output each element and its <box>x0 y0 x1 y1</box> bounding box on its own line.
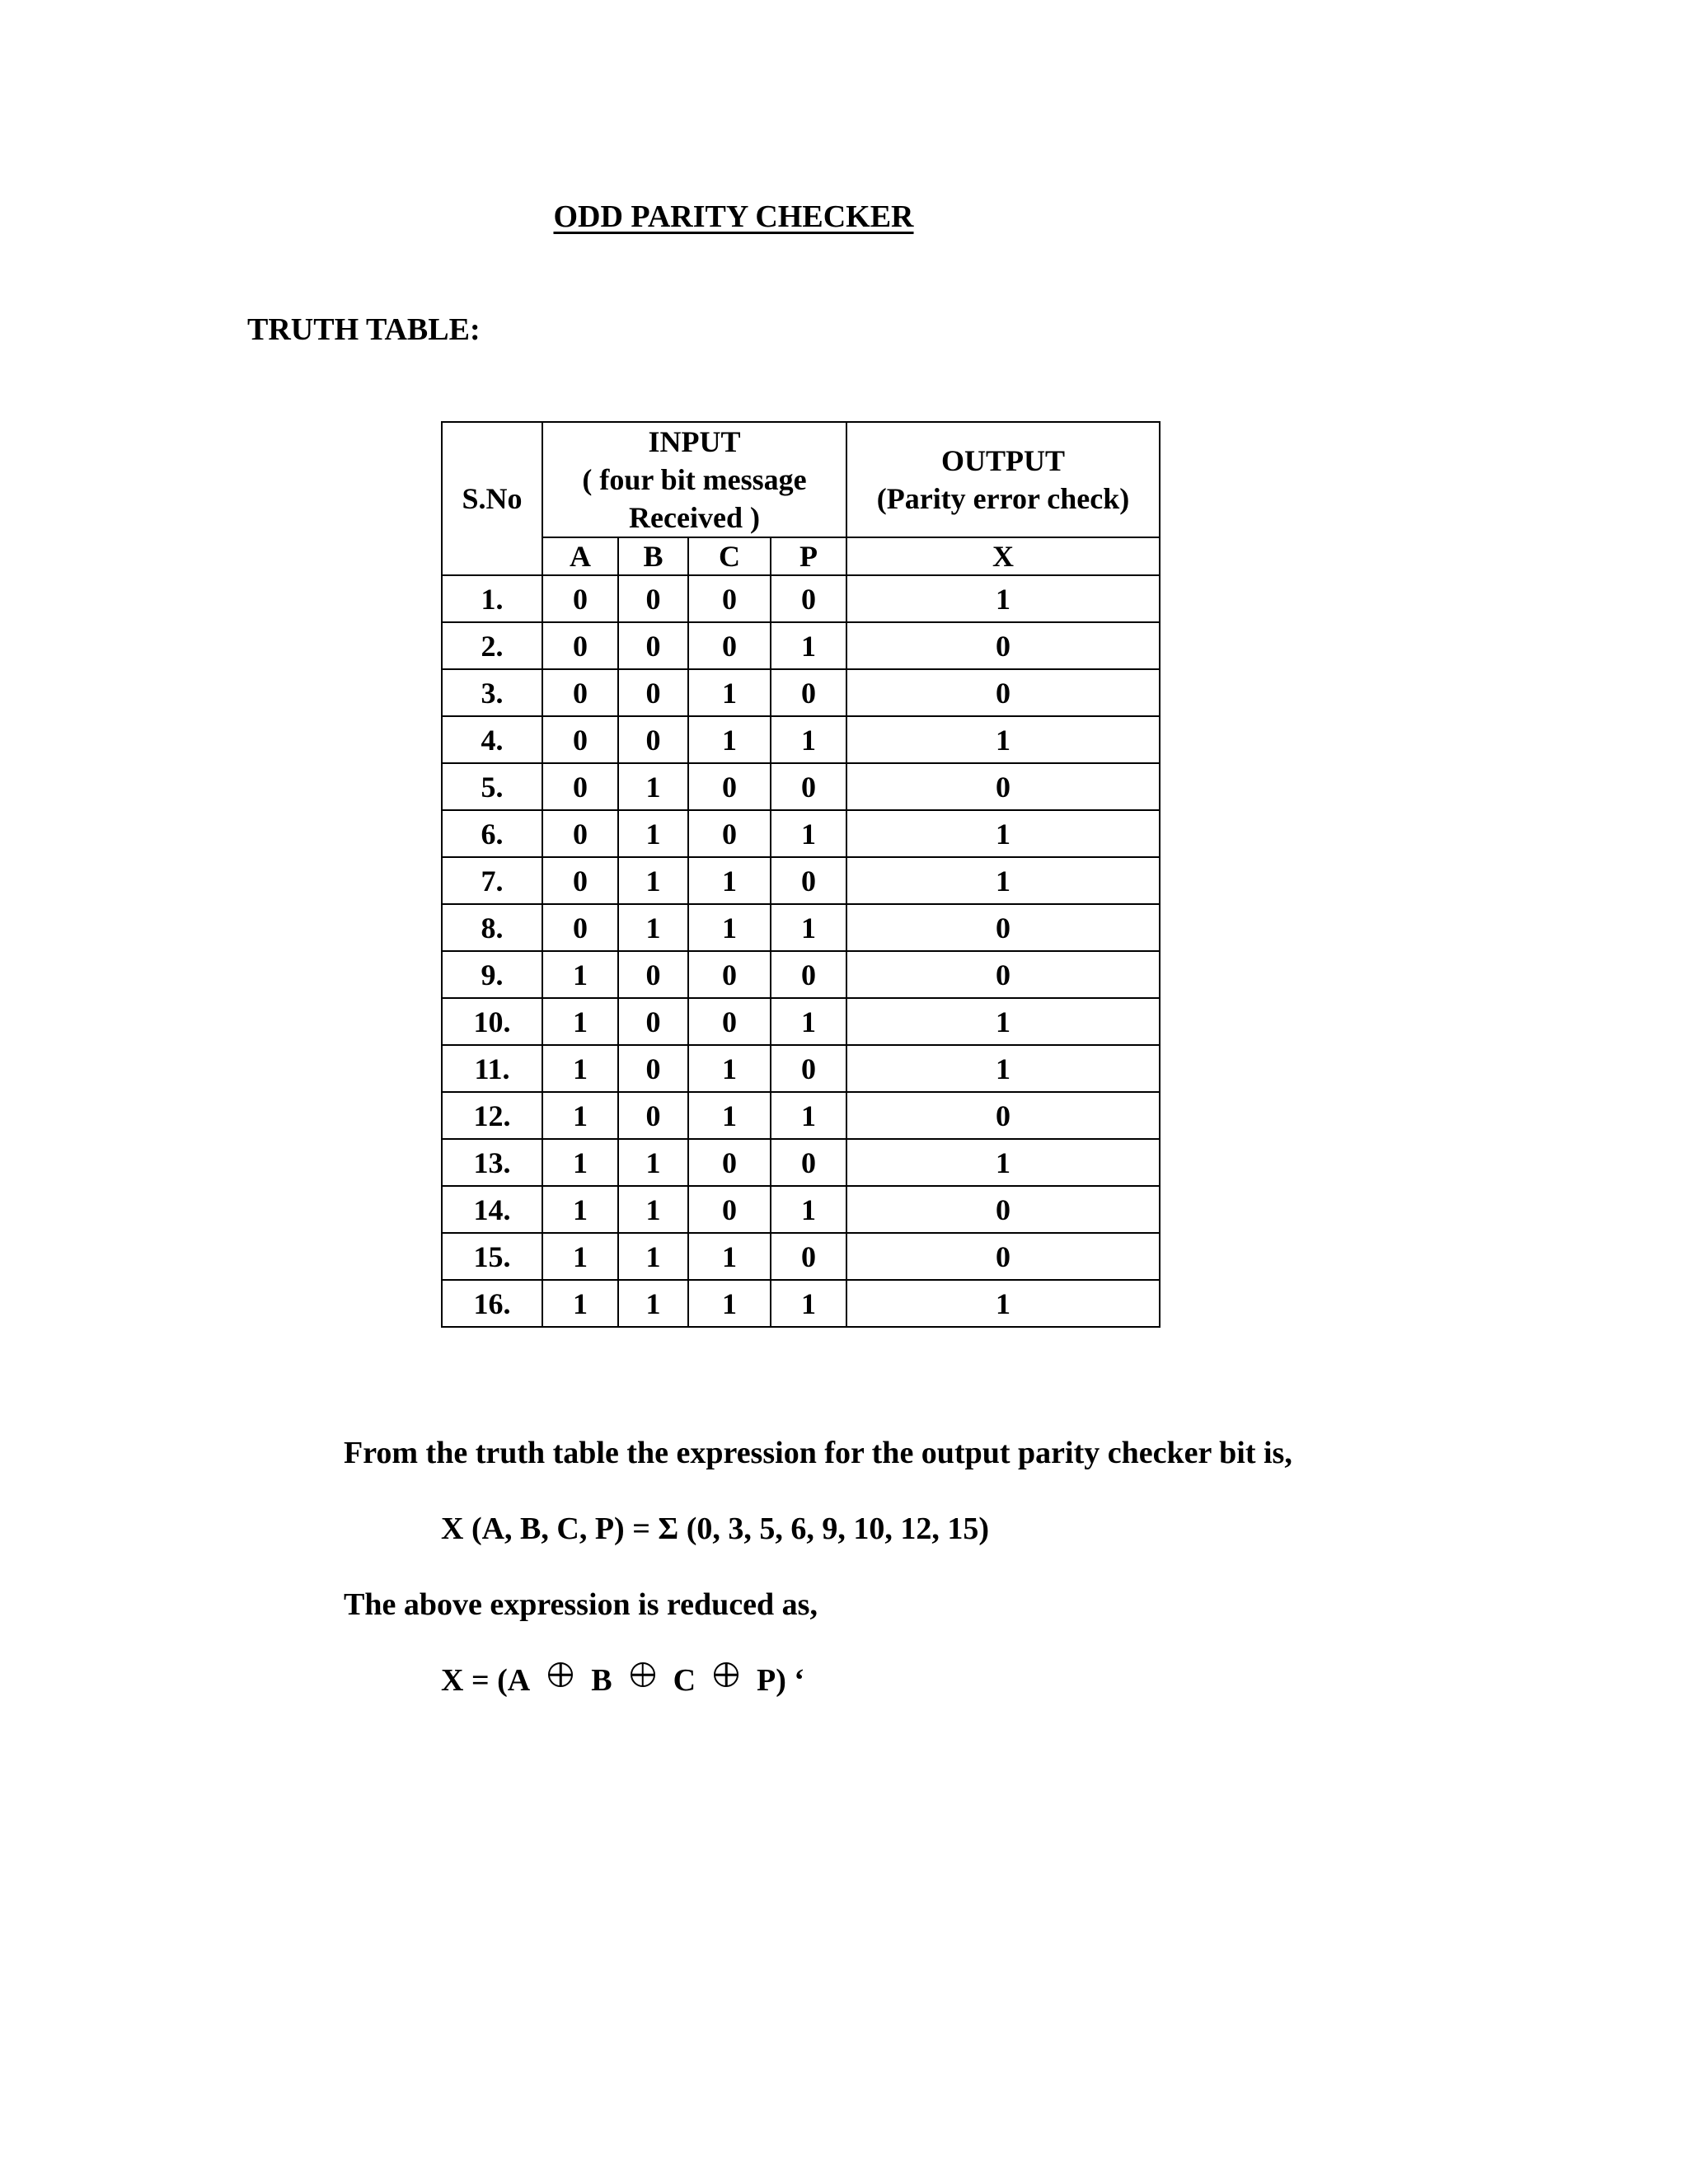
cell-b: 1 <box>618 810 688 857</box>
cell-b: 1 <box>618 1280 688 1327</box>
column-header-x: X <box>846 537 1160 575</box>
cell-c: 0 <box>688 810 771 857</box>
cell-x: 0 <box>846 904 1160 951</box>
table-row <box>442 1139 1160 1186</box>
reduced-rhs: P) ‘ <box>757 1663 805 1698</box>
cell-sno: 5. <box>442 763 542 810</box>
column-header-b: B <box>618 537 688 575</box>
cell-b: 0 <box>618 998 688 1045</box>
cell-c: 0 <box>688 763 771 810</box>
cell-b: 1 <box>618 1186 688 1233</box>
cell-a: 1 <box>542 1186 618 1233</box>
cell-x: 0 <box>846 1186 1160 1233</box>
cell-a: 0 <box>542 669 618 716</box>
table-row <box>442 1045 1160 1092</box>
output-header-line1: OUTPUT <box>940 444 1065 477</box>
cell-c: 1 <box>688 857 771 904</box>
truth-table-heading: TRUTH TABLE: <box>247 312 481 347</box>
cell-b: 0 <box>618 575 688 622</box>
cell-b: 0 <box>618 951 688 998</box>
cell-b: 1 <box>618 763 688 810</box>
input-header-line2: ( four bit message <box>582 463 807 496</box>
cell-sno: 7. <box>442 857 542 904</box>
reduced-intro-text: The above expression is reduced as, <box>344 1587 818 1622</box>
cell-x: 1 <box>846 716 1160 763</box>
cell-p: 0 <box>771 669 846 716</box>
cell-p: 0 <box>771 1139 846 1186</box>
cell-b: 1 <box>618 1139 688 1186</box>
cell-c: 0 <box>688 622 771 669</box>
cell-b: 0 <box>618 1045 688 1092</box>
table-row <box>442 1280 1160 1327</box>
sno-header: S.No <box>442 422 542 575</box>
cell-a: 1 <box>542 1233 618 1280</box>
cell-b: 1 <box>618 904 688 951</box>
cell-c: 0 <box>688 951 771 998</box>
table-row <box>442 669 1160 716</box>
cell-sno: 10. <box>442 998 542 1045</box>
column-header-row <box>442 537 1160 575</box>
cell-p: 0 <box>771 951 846 998</box>
cell-sno: 11. <box>442 1045 542 1092</box>
cell-a: 0 <box>542 622 618 669</box>
cell-c: 0 <box>688 575 771 622</box>
cell-x: 0 <box>846 951 1160 998</box>
cell-b: 0 <box>618 669 688 716</box>
table-row <box>442 763 1160 810</box>
cell-x: 1 <box>846 998 1160 1045</box>
truth-table <box>441 421 1160 1328</box>
cell-x: 0 <box>846 622 1160 669</box>
cell-a: 0 <box>542 763 618 810</box>
cell-c: 0 <box>688 1139 771 1186</box>
column-header-c: C <box>688 537 771 575</box>
cell-c: 1 <box>688 669 771 716</box>
cell-a: 1 <box>542 998 618 1045</box>
table-row <box>442 951 1160 998</box>
reduced-expression <box>441 1660 804 1701</box>
cell-x: 1 <box>846 1139 1160 1186</box>
cell-a: 0 <box>542 716 618 763</box>
output-header-line2: (Parity error check) <box>876 482 1130 515</box>
cell-c: 1 <box>688 904 771 951</box>
table-row <box>442 575 1160 622</box>
page-title <box>0 196 1467 237</box>
cell-b: 0 <box>618 622 688 669</box>
column-header-a: A <box>542 537 618 575</box>
cell-x: 1 <box>846 857 1160 904</box>
cell-x: 0 <box>846 1233 1160 1280</box>
cell-sno: 1. <box>442 575 542 622</box>
reduced-lhs: X = (A <box>441 1663 531 1698</box>
table-row <box>442 857 1160 904</box>
cell-p: 1 <box>771 904 846 951</box>
cell-a: 0 <box>542 904 618 951</box>
cell-c: 1 <box>688 1233 771 1280</box>
cell-sno: 13. <box>442 1139 542 1186</box>
cell-a: 1 <box>542 951 618 998</box>
cell-sno: 6. <box>442 810 542 857</box>
table-header-row <box>442 422 1160 537</box>
cell-c: 0 <box>688 1186 771 1233</box>
cell-sno: 9. <box>442 951 542 998</box>
circled-plus-icon <box>548 1662 573 1687</box>
sop-expression: X (A, B, C, P) = Σ (0, 3, 5, 6, 9, 10, 12, 15) <box>441 1511 989 1546</box>
cell-p: 0 <box>771 763 846 810</box>
table-row <box>442 810 1160 857</box>
input-header <box>542 422 846 537</box>
table-row <box>442 1186 1160 1233</box>
table-row <box>442 1092 1160 1139</box>
input-header-line1: INPUT <box>648 425 741 458</box>
cell-c: 1 <box>688 1092 771 1139</box>
cell-x: 1 <box>846 1045 1160 1092</box>
cell-sno: 4. <box>442 716 542 763</box>
cell-a: 1 <box>542 1280 618 1327</box>
cell-p: 1 <box>771 1186 846 1233</box>
cell-b: 1 <box>618 857 688 904</box>
cell-a: 1 <box>542 1139 618 1186</box>
cell-sno: 15. <box>442 1233 542 1280</box>
cell-x: 0 <box>846 669 1160 716</box>
table-row <box>442 716 1160 763</box>
cell-x: 0 <box>846 1092 1160 1139</box>
cell-x: 1 <box>846 575 1160 622</box>
cell-x: 1 <box>846 1280 1160 1327</box>
cell-a: 0 <box>542 810 618 857</box>
cell-b: 0 <box>618 716 688 763</box>
cell-c: 1 <box>688 1045 771 1092</box>
output-header <box>846 422 1160 537</box>
cell-p: 0 <box>771 857 846 904</box>
cell-sno: 8. <box>442 904 542 951</box>
cell-x: 1 <box>846 810 1160 857</box>
reduced-c: C <box>673 1663 696 1698</box>
column-header-p: P <box>771 537 846 575</box>
cell-p: 1 <box>771 1092 846 1139</box>
cell-sno: 12. <box>442 1092 542 1139</box>
cell-p: 1 <box>771 622 846 669</box>
cell-p: 0 <box>771 575 846 622</box>
cell-b: 1 <box>618 1233 688 1280</box>
cell-c: 0 <box>688 998 771 1045</box>
cell-c: 1 <box>688 1280 771 1327</box>
cell-p: 1 <box>771 716 846 763</box>
truth-table-body <box>442 575 1160 1327</box>
reduced-b: B <box>591 1663 612 1698</box>
cell-a: 1 <box>542 1045 618 1092</box>
cell-sno: 14. <box>442 1186 542 1233</box>
circled-plus-icon <box>714 1662 738 1687</box>
cell-a: 1 <box>542 1092 618 1139</box>
table-row <box>442 622 1160 669</box>
table-row <box>442 904 1160 951</box>
cell-c: 1 <box>688 716 771 763</box>
cell-p: 1 <box>771 998 846 1045</box>
circled-plus-icon <box>631 1662 655 1687</box>
cell-sno: 16. <box>442 1280 542 1327</box>
cell-b: 0 <box>618 1092 688 1139</box>
cell-p: 0 <box>771 1045 846 1092</box>
cell-p: 1 <box>771 810 846 857</box>
cell-p: 1 <box>771 1280 846 1327</box>
intro-text: From the truth table the expression for the output parity checker bit is, <box>344 1436 1292 1470</box>
input-header-line3: Received ) <box>629 501 760 534</box>
table-row <box>442 998 1160 1045</box>
page-title-text: ODD PARITY CHECKER <box>553 199 914 234</box>
cell-a: 0 <box>542 575 618 622</box>
cell-sno: 2. <box>442 622 542 669</box>
table-row <box>442 1233 1160 1280</box>
cell-sno: 3. <box>442 669 542 716</box>
cell-x: 0 <box>846 763 1160 810</box>
cell-p: 0 <box>771 1233 846 1280</box>
cell-a: 0 <box>542 857 618 904</box>
